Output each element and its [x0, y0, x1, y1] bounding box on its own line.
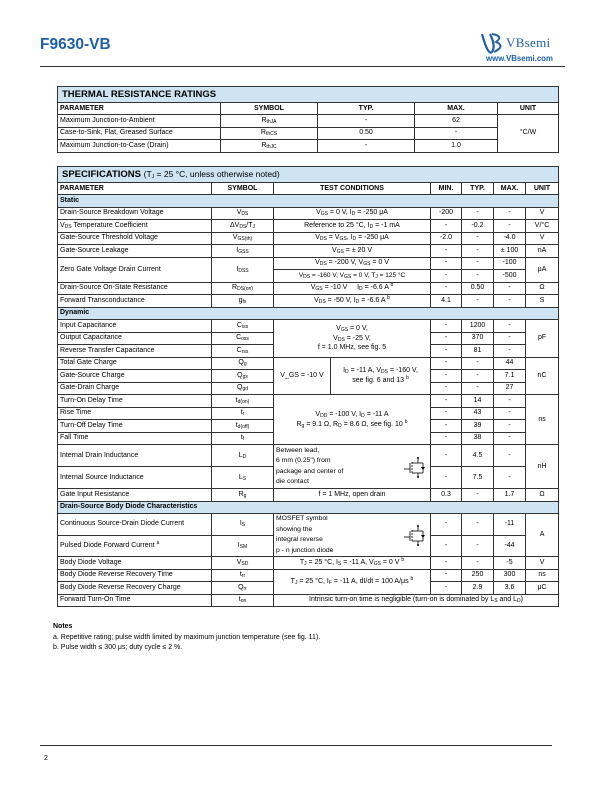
- table-row: Internal Drain Inductance $L_D$ Between lead, 6 mm (0.25") from package and center of die contact - 4.5 - nH: [58, 445, 559, 467]
- table-row: Body Diode Voltage $V_{SD}$ $T_J = 25$ °C, $I_S = -11$ A, $V_{GS} = 0$ V $^b$ - - -5 V: [58, 557, 559, 570]
- row-symbol: $R_{thCS}$: [221, 127, 318, 140]
- mosfet-diode-symbol-icon: [402, 524, 428, 546]
- table-row: [58, 140, 559, 153]
- table-row: Input Capacitance $C_{iss}$ $V_{GS} = 0$ V, $V_{DS} = -25$ V, f = 1.0 MHz, see fig. 5 - 1200 - pF: [58, 320, 559, 333]
- section-dynamic: Dynamic: [58, 307, 559, 320]
- col-symbol: SYMBOL: [221, 103, 318, 115]
- note-a: a. Repetitive rating; pulse width limited by maximum junction temperature (see fig. 11).: [53, 633, 321, 641]
- table-row: Fall Time $t_f$ - 38 -: [58, 432, 559, 445]
- col-min: MIN.: [431, 183, 462, 195]
- notes-title: Notes: [53, 623, 73, 630]
- part-number: F9630-VB: [40, 36, 111, 53]
- header-rule: [40, 66, 565, 67]
- row-unit: °C/W: [498, 115, 559, 153]
- row-max: 1.0: [415, 140, 498, 153]
- col-symbol: SYMBOL: [212, 183, 274, 195]
- logo-text: VBsemi: [506, 35, 551, 50]
- notes: [53, 622, 320, 654]
- specs-title: SPECIFICATIONS ($T_J = 25$ °C, unless otherwise noted): [58, 167, 559, 183]
- row-typ: -: [318, 140, 415, 153]
- table-row: Rise Time $t_r$ - 43 -: [58, 407, 559, 420]
- specifications-table: [57, 166, 559, 607]
- mosfet-symbol-icon: [402, 456, 428, 478]
- row-symbol: $R_{thJA}$: [221, 115, 318, 128]
- table-row: Drain-Source On-State Resistance $R_{DS(on)}$ $V_{GS} = -10$ V $I_D = -6.6$ A $^b$ - 0.50 - Ω: [58, 282, 559, 295]
- col-test-conditions: TEST CONDITIONS: [274, 183, 431, 195]
- table-row: Pulsed Diode Forward Current $^a$ $I_{SM}$ - - -44: [58, 535, 559, 557]
- thermal-title: THERMAL RESISTANCE RATINGS: [58, 87, 559, 103]
- table-row: [58, 115, 559, 128]
- table-row: $V_{DS} = -160$ V, $V_{GS} = 0$ V, $T_J = 125$ °C - - -500: [58, 270, 559, 283]
- row-param: Case-to-Sink, Flat, Greased Surface: [58, 127, 221, 140]
- section-diode: Drain-Source Body Diode Characteristics: [58, 501, 559, 514]
- table-row: Turn-Off Delay Time $t_{d(off)}$ - 39 -: [58, 420, 559, 433]
- table-row: Gate-Source Threshold Voltage $V_{GS(th)}$ $V_{DS} = V_{GS}$, $I_D = -250$ μA -2.0 - -4.0 V: [58, 232, 559, 245]
- table-row: Continuous Source-Drain Diode Current $I_S$ MOSFET symbol showing the integral reverse p - n junction diode - - -11 A: [58, 514, 559, 536]
- row-param: Maximum Junction-to-Ambient: [58, 115, 221, 128]
- row-typ: 0.50: [318, 127, 415, 140]
- section-static: Static: [58, 195, 559, 208]
- footer-rule: [40, 745, 552, 746]
- table-row: Output Capacitance $C_{oss}$ - 370 -: [58, 332, 559, 345]
- table-row: Gate Input Resistance $R_g$ f = 1 MHz, open drain 0.3 - 1.7 Ω: [58, 489, 559, 502]
- website-url[interactable]: www.VBsemi.com: [486, 54, 553, 63]
- table-row: Total Gate Charge $Q_g$ V_GS = -10 V $I_D = -11$ A, $V_{DS} = -160$ V, see fig. 6 and 13 $^b$ - - 44 nC: [58, 357, 559, 370]
- note-b: b. Pulse width ≤ 300 μs; duty cycle ≤ 2 %.: [53, 644, 183, 651]
- row-max: -: [415, 127, 498, 140]
- table-row: Reverse Transfer Capacitance $C_{rss}$ - 81 -: [58, 345, 559, 358]
- row-max: 62: [415, 115, 498, 128]
- col-unit: UNIT: [526, 183, 559, 195]
- table-row: Body Diode Reverse Recovery Charge $Q_{rr}$ - 2.9 3.6 μC: [58, 582, 559, 595]
- col-max: MAX.: [494, 183, 526, 195]
- col-typ: TYP.: [462, 183, 494, 195]
- table-row: Gate-Source Charge $Q_{gs}$ - - 7.1: [58, 370, 559, 383]
- table-row: Gate-Drain Charge $Q_{gd}$ - - 27: [58, 382, 559, 395]
- col-typ: TYP.: [318, 103, 415, 115]
- row-typ: -: [318, 115, 415, 128]
- table-row: [58, 127, 559, 140]
- row-param: Maximum Junction-to-Case (Drain): [58, 140, 221, 153]
- table-row: Forward Turn-On Time $t_{on}$ Intrinsic turn-on time is negligible (turn-on is dominated by $L_S$ and $L_D$): [58, 594, 559, 607]
- thermal-table: [57, 86, 559, 153]
- table-row: Drain-Source Breakdown Voltage $V_{DS}$ $V_{GS} = 0$ V, $I_D = -250$ μA -200 - - V: [58, 207, 559, 220]
- table-row: Zero Gate Voltage Drain Current $I_{DSS}$ $V_{DS} = -200$ V, $V_{GS} = 0$ V - - -100 μA: [58, 257, 559, 270]
- col-unit: UNIT: [498, 103, 559, 115]
- page-number: 2: [44, 755, 48, 762]
- table-row: Gate-Source Leakage $I_{GSS}$ $V_{GS}$ = ± 20 V - - ± 100 nA: [58, 245, 559, 258]
- table-row: Forward Transconductance $g_{fs}$ $V_{DS} = -50$ V, $I_D = -6.6$ A $^b$ 4.1 - - S: [58, 295, 559, 308]
- table-row: Body Diode Reverse Recovery Time $t_{rr}$ $T_J = 25$ °C, $I_F = -11$ A, dI/dt = 100 A/μs $^b$ - 250 300 ns: [58, 569, 559, 582]
- table-row: Turn-On Delay Time $t_{d(on)}$ $V_{DD} = -100$ V, $I_D = -11$ A $R_g = 9.1$ Ω, $R_D = 8.6$ Ω, see fig. 10 $^b$ - 14 - ns: [58, 395, 559, 408]
- col-parameter: PARAMETER: [58, 103, 221, 115]
- table-row: $V_{DS}$ Temperature Coefficient $\Delta V_{DS}/T_J$ Reference to 25 °C, $I_D = -1$ mA - -0.2 - V/°C: [58, 220, 559, 233]
- row-symbol: $R_{thJC}$: [221, 140, 318, 153]
- col-max: MAX.: [415, 103, 498, 115]
- col-parameter: PARAMETER: [58, 183, 212, 195]
- table-row: Internal Source Inductance $L_S$ - 7.5 -: [58, 467, 559, 489]
